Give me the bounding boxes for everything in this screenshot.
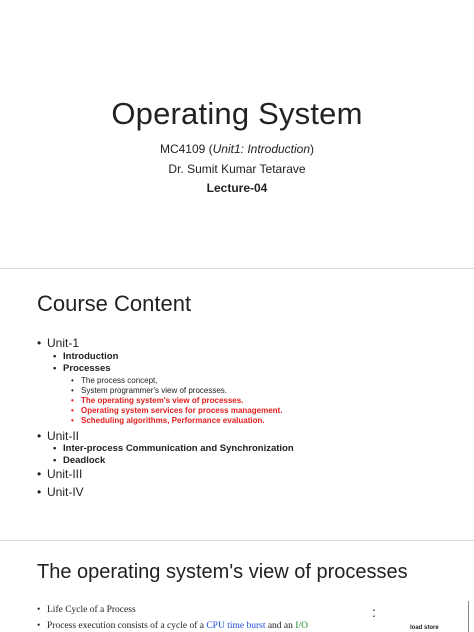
- list-item: • Unit-II: [37, 429, 80, 443]
- list-item: • Unit-IV: [37, 485, 84, 499]
- cpu-burst-text: CPU time burst: [206, 621, 266, 631]
- list-item: • Process execution consists of a cycle of a CPU time burst and an I/O: [37, 621, 308, 631]
- io-text: I/O: [295, 621, 308, 631]
- title-slide: [0, 0, 474, 268]
- list-item: • System programmer's view of processes.: [71, 386, 228, 395]
- list-item-highlighted: • The operating system's view of processes.: [71, 396, 244, 405]
- lecture-line: Lecture-04: [206, 181, 268, 195]
- slide-title: The operating system's view of processes: [37, 561, 408, 583]
- course-close: ): [310, 142, 315, 156]
- diagram-label: load store: [410, 625, 439, 631]
- list-item-highlighted: • Operating system services for process management.: [71, 406, 283, 415]
- author-line: Dr. Sumit Kumar Tetarave: [168, 162, 306, 176]
- list-item: • Introduction: [53, 351, 119, 362]
- list-item: • Processes: [53, 363, 111, 374]
- slide-title: Operating System: [111, 96, 363, 131]
- list-item: • Deadlock: [53, 455, 106, 466]
- list-item: • Inter-process Communication and Synchronization: [53, 443, 294, 454]
- course-line: [0, 142, 474, 156]
- list-item: • Life Cycle of a Process: [37, 605, 136, 615]
- course-code: MC4109 (: [159, 142, 213, 156]
- diagram-colon: :: [372, 604, 376, 620]
- process-view-slide: [0, 541, 474, 632]
- course-unit: Unit1: Introduction: [212, 142, 311, 156]
- course-content-slide: [0, 269, 474, 540]
- list-item: • Unit-1: [37, 336, 80, 350]
- list-item: • Unit-III: [37, 467, 83, 481]
- slide-title: Course Content: [37, 291, 192, 316]
- diagram-edge: [468, 601, 469, 632]
- list-item: • The process concept,: [71, 376, 158, 385]
- list-item-highlighted: • Scheduling algorithms, Performance evaluation.: [71, 416, 265, 425]
